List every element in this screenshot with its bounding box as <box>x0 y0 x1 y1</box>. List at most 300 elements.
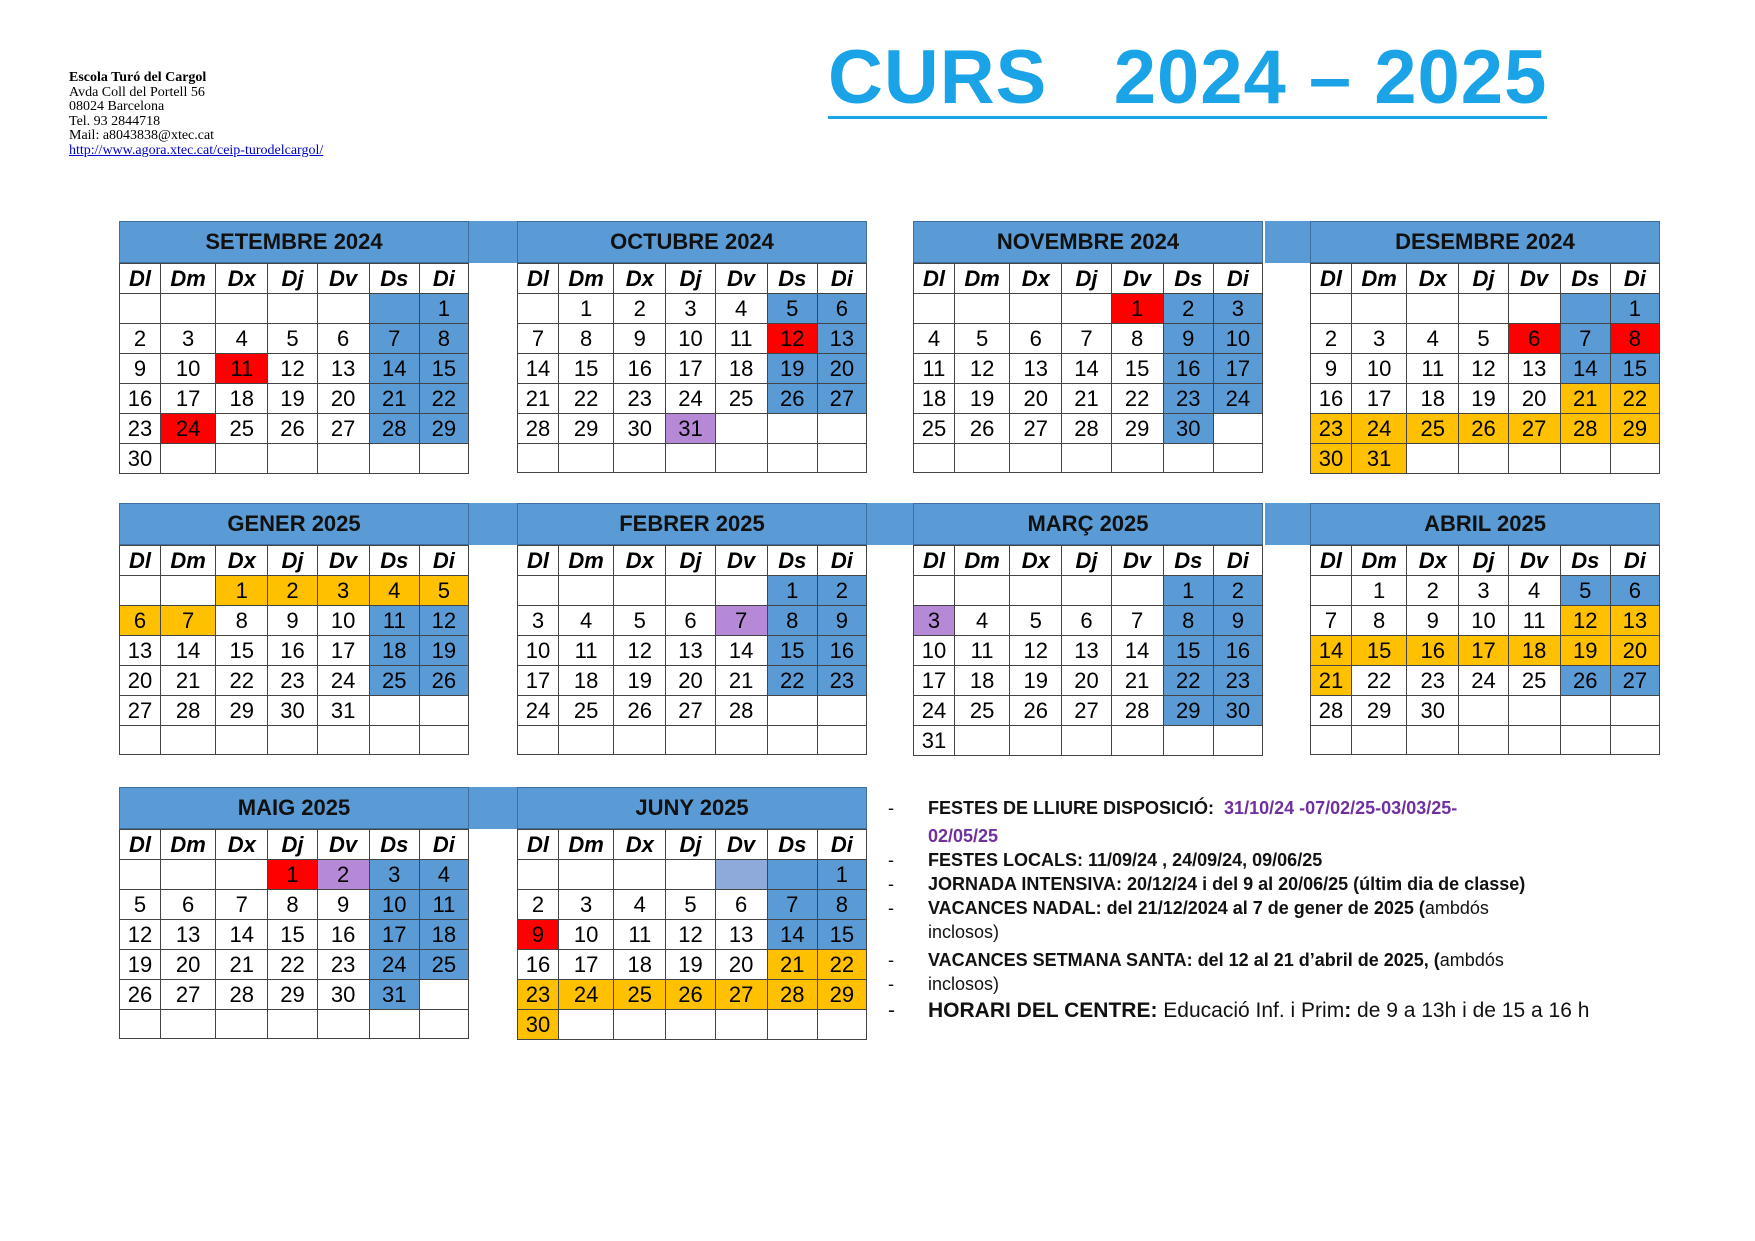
day-cell <box>666 1010 715 1040</box>
note-vacances-setmana-santa-cont: - inclosos) <box>888 974 1000 994</box>
week-row <box>120 980 469 1010</box>
week-row <box>1311 324 1660 354</box>
day-cell: 27 <box>120 696 161 726</box>
day-cell: 30 <box>120 444 161 474</box>
day-cell: 29 <box>1610 414 1659 444</box>
day-cell <box>767 444 817 473</box>
day-cell: 16 <box>1163 354 1213 384</box>
day-cell: 25 <box>419 950 468 980</box>
weekday-label: Dm <box>1351 546 1406 576</box>
day-cell <box>1111 726 1163 756</box>
day-cell: 9 <box>1213 606 1262 636</box>
day-cell <box>369 294 419 324</box>
month-calendar <box>1310 221 1660 474</box>
day-cell <box>1163 726 1213 756</box>
day-cell: 23 <box>120 414 161 444</box>
day-cell: 8 <box>1163 606 1213 636</box>
day-cell: 14 <box>1560 354 1610 384</box>
day-cell <box>1111 444 1163 473</box>
day-cell: 7 <box>1560 324 1610 354</box>
day-cell: 4 <box>558 606 613 636</box>
day-cell: 31 <box>666 414 715 444</box>
day-cell: 20 <box>317 384 369 414</box>
day-cell: 10 <box>914 636 955 666</box>
day-cell: 9 <box>1311 354 1352 384</box>
month-title: NOVEMBRE 2024 <box>913 221 1263 263</box>
weekday-label: Dx <box>1010 264 1062 294</box>
day-cell: 27 <box>317 414 369 444</box>
weekday-label: Dm <box>954 264 1009 294</box>
week-row <box>1311 294 1660 324</box>
day-cell: 13 <box>817 324 866 354</box>
day-cell: 11 <box>216 354 268 384</box>
day-cell: 2 <box>317 860 369 890</box>
day-cell: 15 <box>1111 354 1163 384</box>
day-cell: 6 <box>666 606 715 636</box>
weekday-label: Dl <box>518 546 559 576</box>
day-cell: 11 <box>954 636 1009 666</box>
week-row <box>120 444 469 474</box>
day-cell: 13 <box>715 920 767 950</box>
weekday-label: Dv <box>1508 264 1560 294</box>
day-cell: 7 <box>369 324 419 354</box>
day-cell: 24 <box>1213 384 1262 414</box>
day-cell <box>614 726 666 755</box>
day-cell: 4 <box>419 860 468 890</box>
day-cell: 14 <box>369 354 419 384</box>
day-cell <box>767 860 817 890</box>
weekday-label: Dj <box>268 830 317 860</box>
day-cell: 25 <box>1508 666 1560 696</box>
day-cell: 20 <box>715 950 767 980</box>
note-festes-locals: - FESTES LOCALS: 11/09/24 , 24/09/24, 09/06/25 <box>888 850 1323 870</box>
day-cell: 16 <box>317 920 369 950</box>
day-cell: 20 <box>160 950 215 980</box>
day-cell: 27 <box>160 980 215 1010</box>
day-cell: 19 <box>614 666 666 696</box>
day-cell: 17 <box>666 354 715 384</box>
day-cell <box>1062 444 1111 473</box>
day-cell: 29 <box>817 980 866 1010</box>
weekday-label: Dj <box>1459 546 1508 576</box>
day-cell: 5 <box>767 294 817 324</box>
week-row <box>518 890 867 920</box>
day-cell <box>317 444 369 474</box>
day-cell: 20 <box>1010 384 1062 414</box>
day-cell: 28 <box>518 414 559 444</box>
day-cell <box>419 696 468 726</box>
week-row <box>120 950 469 980</box>
day-cell: 23 <box>518 980 559 1010</box>
day-cell: 27 <box>817 384 866 414</box>
day-cell: 3 <box>558 890 613 920</box>
day-cell: 18 <box>558 666 613 696</box>
day-cell: 25 <box>1407 414 1459 444</box>
weekday-label: Ds <box>1560 264 1610 294</box>
day-cell: 29 <box>216 696 268 726</box>
day-cell: 15 <box>1163 636 1213 666</box>
day-cell: 13 <box>1610 606 1659 636</box>
day-cell: 22 <box>558 384 613 414</box>
day-cell: 25 <box>954 696 1009 726</box>
day-cell: 15 <box>419 354 468 384</box>
week-row <box>914 444 1263 473</box>
day-cell: 14 <box>1311 636 1352 666</box>
day-cell: 23 <box>1407 666 1459 696</box>
day-cell: 20 <box>1508 384 1560 414</box>
day-cell <box>1213 414 1262 444</box>
day-cell <box>160 294 215 324</box>
school-name: Escola Turó del Cargol <box>69 70 207 85</box>
day-cell <box>216 860 268 890</box>
day-cell <box>817 696 866 726</box>
weekday-label: Dl <box>120 546 161 576</box>
day-cell: 7 <box>1111 606 1163 636</box>
day-cell <box>160 726 215 755</box>
day-cell: 1 <box>1351 576 1406 606</box>
week-row <box>120 696 469 726</box>
day-cell: 7 <box>715 606 767 636</box>
day-cell <box>1560 726 1610 755</box>
week-row <box>914 324 1263 354</box>
weekday-label: Dx <box>216 546 268 576</box>
weekday-header-row <box>120 546 469 576</box>
month-grid <box>913 545 1263 756</box>
week-row <box>518 1010 867 1040</box>
day-cell: 10 <box>558 920 613 950</box>
month-title: SETEMBRE 2024 <box>119 221 469 263</box>
day-cell <box>715 444 767 473</box>
month-calendar <box>119 787 469 1039</box>
day-cell: 21 <box>1311 666 1352 696</box>
day-cell <box>1508 294 1560 324</box>
day-cell: 8 <box>419 324 468 354</box>
day-cell <box>268 1010 317 1039</box>
day-cell: 4 <box>914 324 955 354</box>
day-cell: 29 <box>558 414 613 444</box>
day-cell: 19 <box>1560 636 1610 666</box>
week-row <box>518 950 867 980</box>
week-row <box>1311 696 1660 726</box>
day-cell <box>518 444 559 473</box>
day-cell: 6 <box>1508 324 1560 354</box>
day-cell <box>120 1010 161 1039</box>
week-row <box>120 324 469 354</box>
day-cell: 9 <box>1407 606 1459 636</box>
weekday-label: Dj <box>1459 264 1508 294</box>
weekday-label: Di <box>1610 546 1659 576</box>
day-cell <box>369 1010 419 1039</box>
day-cell <box>614 1010 666 1040</box>
day-cell <box>268 444 317 474</box>
day-cell: 5 <box>120 890 161 920</box>
day-cell: 10 <box>317 606 369 636</box>
day-cell: 23 <box>1311 414 1352 444</box>
day-cell <box>1010 576 1062 606</box>
weekday-label: Dx <box>614 264 666 294</box>
day-cell <box>1407 726 1459 755</box>
day-cell: 3 <box>1459 576 1508 606</box>
day-cell: 6 <box>1610 576 1659 606</box>
day-cell: 5 <box>954 324 1009 354</box>
month-title: OCTUBRE 2024 <box>517 221 867 263</box>
week-row <box>120 294 469 324</box>
school-website-link[interactable]: http://www.agora.xtec.cat/ceip-turodelcargol/ <box>69 142 324 158</box>
day-cell <box>914 576 955 606</box>
day-cell <box>369 444 419 474</box>
day-cell: 6 <box>120 606 161 636</box>
weekday-label: Di <box>817 546 866 576</box>
weekday-header-row <box>120 264 469 294</box>
weekday-label: Dm <box>558 830 613 860</box>
week-row <box>1311 666 1660 696</box>
day-cell: 15 <box>1351 636 1406 666</box>
day-cell: 4 <box>715 294 767 324</box>
week-row <box>914 636 1263 666</box>
day-cell: 8 <box>1351 606 1406 636</box>
day-cell <box>317 294 369 324</box>
weekday-label: Dj <box>268 264 317 294</box>
day-cell <box>518 294 559 324</box>
week-row <box>120 576 469 606</box>
week-row <box>1311 576 1660 606</box>
day-cell: 12 <box>954 354 1009 384</box>
day-cell: 12 <box>767 324 817 354</box>
day-cell <box>1459 696 1508 726</box>
day-cell: 13 <box>1508 354 1560 384</box>
day-cell: 11 <box>419 890 468 920</box>
header-connector <box>469 503 517 545</box>
day-cell <box>715 860 767 890</box>
day-cell: 28 <box>1111 696 1163 726</box>
weekday-label: Di <box>1213 546 1262 576</box>
weekday-label: Dl <box>120 830 161 860</box>
week-row <box>120 606 469 636</box>
day-cell: 15 <box>216 636 268 666</box>
day-cell: 16 <box>120 384 161 414</box>
day-cell: 23 <box>1213 666 1262 696</box>
day-cell: 30 <box>268 696 317 726</box>
week-row <box>120 890 469 920</box>
day-cell: 16 <box>1311 384 1352 414</box>
day-cell: 6 <box>817 294 866 324</box>
day-cell <box>419 1010 468 1039</box>
day-cell: 30 <box>614 414 666 444</box>
weekday-label: Dm <box>160 264 215 294</box>
day-cell: 5 <box>419 576 468 606</box>
day-cell: 20 <box>666 666 715 696</box>
day-cell: 3 <box>317 576 369 606</box>
day-cell: 27 <box>1062 696 1111 726</box>
month-calendar <box>517 221 867 473</box>
day-cell: 20 <box>1610 636 1659 666</box>
month-grid <box>119 545 469 755</box>
day-cell: 7 <box>1062 324 1111 354</box>
weekday-label: Dv <box>1111 546 1163 576</box>
day-cell <box>558 1010 613 1040</box>
week-row <box>120 354 469 384</box>
week-row <box>1311 354 1660 384</box>
day-cell: 6 <box>160 890 215 920</box>
weekday-label: Ds <box>369 264 419 294</box>
weekday-label: Dl <box>518 830 559 860</box>
day-cell: 23 <box>817 666 866 696</box>
day-cell: 17 <box>317 636 369 666</box>
week-row <box>120 414 469 444</box>
day-cell: 7 <box>1311 606 1352 636</box>
day-cell: 28 <box>1311 696 1352 726</box>
day-cell: 13 <box>1062 636 1111 666</box>
day-cell: 2 <box>817 576 866 606</box>
day-cell <box>1163 444 1213 473</box>
day-cell: 16 <box>1407 636 1459 666</box>
day-cell <box>715 726 767 755</box>
week-row <box>1311 444 1660 474</box>
day-cell: 14 <box>1062 354 1111 384</box>
day-cell: 26 <box>419 666 468 696</box>
day-cell: 28 <box>767 980 817 1010</box>
day-cell <box>1610 696 1659 726</box>
day-cell: 2 <box>1407 576 1459 606</box>
day-cell <box>1459 444 1508 474</box>
day-cell: 17 <box>1351 384 1406 414</box>
note-vacances-nadal: - VACANCES NADAL: del 21/12/2024 al 7 de gener de 2025 (ambdós <box>888 898 1489 918</box>
day-cell: 30 <box>1311 444 1352 474</box>
week-row <box>120 636 469 666</box>
day-cell: 12 <box>419 606 468 636</box>
month-calendar <box>119 221 469 474</box>
weekday-label: Di <box>419 546 468 576</box>
day-cell: 31 <box>369 980 419 1010</box>
day-cell: 16 <box>614 354 666 384</box>
week-row <box>518 576 867 606</box>
day-cell: 11 <box>914 354 955 384</box>
day-cell <box>1407 294 1459 324</box>
day-cell <box>120 726 161 755</box>
day-cell: 3 <box>1213 294 1262 324</box>
weekday-label: Dl <box>120 264 161 294</box>
day-cell: 10 <box>1351 354 1406 384</box>
day-cell: 12 <box>1010 636 1062 666</box>
day-cell <box>715 576 767 606</box>
day-cell: 1 <box>817 860 866 890</box>
day-cell: 20 <box>1062 666 1111 696</box>
week-row <box>518 324 867 354</box>
day-cell: 31 <box>317 696 369 726</box>
day-cell: 21 <box>715 666 767 696</box>
day-cell: 22 <box>1351 666 1406 696</box>
day-cell: 10 <box>369 890 419 920</box>
day-cell: 9 <box>317 890 369 920</box>
weekday-label: Dv <box>1111 264 1163 294</box>
weekday-label: Ds <box>767 546 817 576</box>
day-cell: 15 <box>767 636 817 666</box>
day-cell: 19 <box>268 384 317 414</box>
weekday-header-row <box>914 546 1263 576</box>
weekday-label: Dm <box>160 546 215 576</box>
day-cell <box>614 576 666 606</box>
month-grid <box>119 263 469 474</box>
day-cell: 19 <box>419 636 468 666</box>
day-cell: 22 <box>767 666 817 696</box>
weekday-label: Dj <box>1062 264 1111 294</box>
day-cell <box>419 444 468 474</box>
day-cell <box>369 726 419 755</box>
notes-list <box>888 797 1748 1027</box>
day-cell: 1 <box>216 576 268 606</box>
day-cell: 25 <box>914 414 955 444</box>
weekday-label: Ds <box>369 830 419 860</box>
day-cell: 1 <box>1610 294 1659 324</box>
weekday-label: Dx <box>216 830 268 860</box>
weekday-label: Di <box>1610 264 1659 294</box>
day-cell: 29 <box>419 414 468 444</box>
day-cell: 25 <box>216 414 268 444</box>
weekday-label: Dm <box>558 264 613 294</box>
day-cell <box>954 726 1009 756</box>
day-cell: 5 <box>614 606 666 636</box>
month-grid <box>517 829 867 1040</box>
month-calendar <box>517 787 867 1040</box>
week-row <box>914 606 1263 636</box>
day-cell: 25 <box>558 696 613 726</box>
day-cell: 1 <box>268 860 317 890</box>
week-row <box>120 920 469 950</box>
day-cell: 9 <box>817 606 866 636</box>
day-cell: 4 <box>369 576 419 606</box>
weekday-label: Di <box>419 264 468 294</box>
day-cell: 12 <box>666 920 715 950</box>
month-calendar <box>119 503 469 755</box>
day-cell: 20 <box>120 666 161 696</box>
day-cell: 11 <box>614 920 666 950</box>
header-connector <box>469 787 517 829</box>
day-cell: 1 <box>419 294 468 324</box>
month-grid <box>517 545 867 755</box>
weekday-label: Di <box>817 830 866 860</box>
day-cell: 1 <box>1111 294 1163 324</box>
weekday-label: Dx <box>614 546 666 576</box>
month-title: DESEMBRE 2024 <box>1310 221 1660 263</box>
day-cell: 6 <box>317 324 369 354</box>
day-cell: 4 <box>216 324 268 354</box>
week-row <box>120 726 469 755</box>
day-cell: 16 <box>518 950 559 980</box>
day-cell: 14 <box>715 636 767 666</box>
day-cell: 6 <box>1062 606 1111 636</box>
day-cell <box>120 576 161 606</box>
weekday-label: Dj <box>666 264 715 294</box>
day-cell: 14 <box>216 920 268 950</box>
week-row <box>914 576 1263 606</box>
day-cell: 28 <box>715 696 767 726</box>
day-cell: 8 <box>817 890 866 920</box>
day-cell: 8 <box>558 324 613 354</box>
day-cell: 10 <box>1213 324 1262 354</box>
day-cell: 21 <box>767 950 817 980</box>
day-cell: 21 <box>1062 384 1111 414</box>
day-cell: 8 <box>767 606 817 636</box>
day-cell: 18 <box>954 666 1009 696</box>
day-cell: 2 <box>1213 576 1262 606</box>
day-cell <box>1010 444 1062 473</box>
day-cell <box>614 860 666 890</box>
day-cell: 15 <box>268 920 317 950</box>
day-cell: 12 <box>120 920 161 950</box>
day-cell: 1 <box>558 294 613 324</box>
weekday-label: Dl <box>914 264 955 294</box>
day-cell <box>1010 294 1062 324</box>
